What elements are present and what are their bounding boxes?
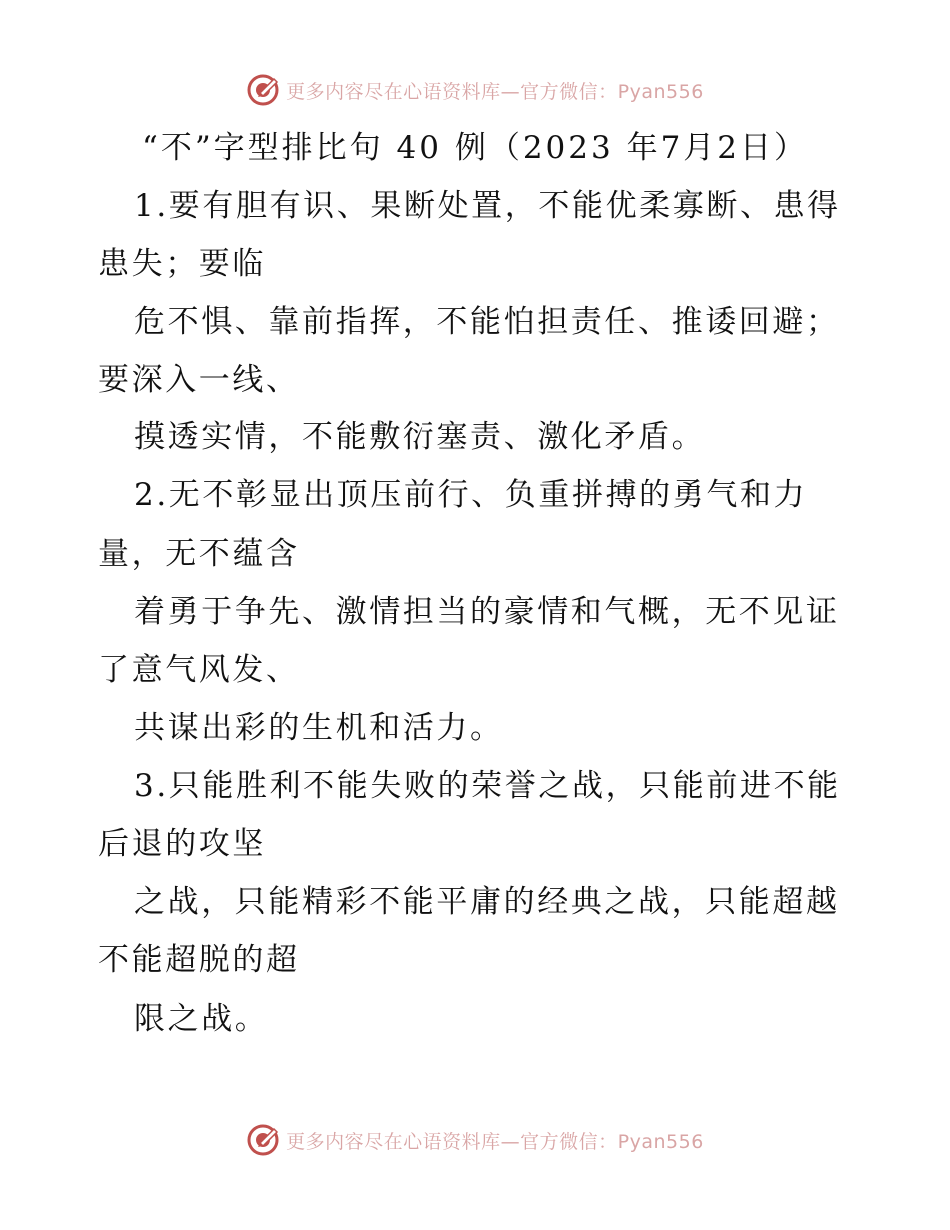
text-line: 着勇于争先、激情担当的豪情和气概，无不见证 bbox=[134, 594, 840, 630]
text-line: 3.只能胜利不能失败的荣誉之战，只能前进不能 bbox=[134, 768, 841, 804]
text-line: 限之战。 bbox=[134, 1001, 269, 1037]
text-line: 量，无不蕴含 bbox=[98, 536, 300, 572]
pen-logo-icon bbox=[246, 73, 280, 107]
watermark-text: 更多内容尽在心语资料库—官方微信：Pyan556 bbox=[286, 1130, 704, 1153]
text-line: 了意气风发、 bbox=[98, 652, 300, 688]
text-line: 要深入一线、 bbox=[98, 362, 300, 398]
text-line: 患失；要临 bbox=[98, 246, 266, 282]
text-line: 摸透实情，不能敷衍塞责、激化矛盾。 bbox=[134, 419, 706, 455]
document-title: “不”字型排比句 40 例（2023 年7月2日） bbox=[141, 130, 809, 166]
pen-logo-icon bbox=[246, 1123, 280, 1157]
text-line: 不能超脱的超 bbox=[98, 942, 300, 978]
text-line: 后退的攻坚 bbox=[98, 826, 266, 862]
text-line: 1.要有胆有识、果断处置，不能优柔寡断、患得 bbox=[134, 188, 841, 224]
text-line: 危不惧、靠前指挥，不能怕担责任、推诿回避； bbox=[134, 304, 840, 340]
text-line: 2.无不彰显出顶压前行、负重拼搏的勇气和力 bbox=[134, 477, 808, 513]
watermark-header bbox=[0, 72, 950, 108]
watermark-footer bbox=[0, 1122, 950, 1158]
watermark-text: 更多内容尽在心语资料库—官方微信：Pyan556 bbox=[286, 80, 704, 103]
text-line: 之战，只能精彩不能平庸的经典之战，只能超越 bbox=[134, 884, 840, 920]
text-line: 共谋出彩的生机和活力。 bbox=[134, 710, 504, 746]
